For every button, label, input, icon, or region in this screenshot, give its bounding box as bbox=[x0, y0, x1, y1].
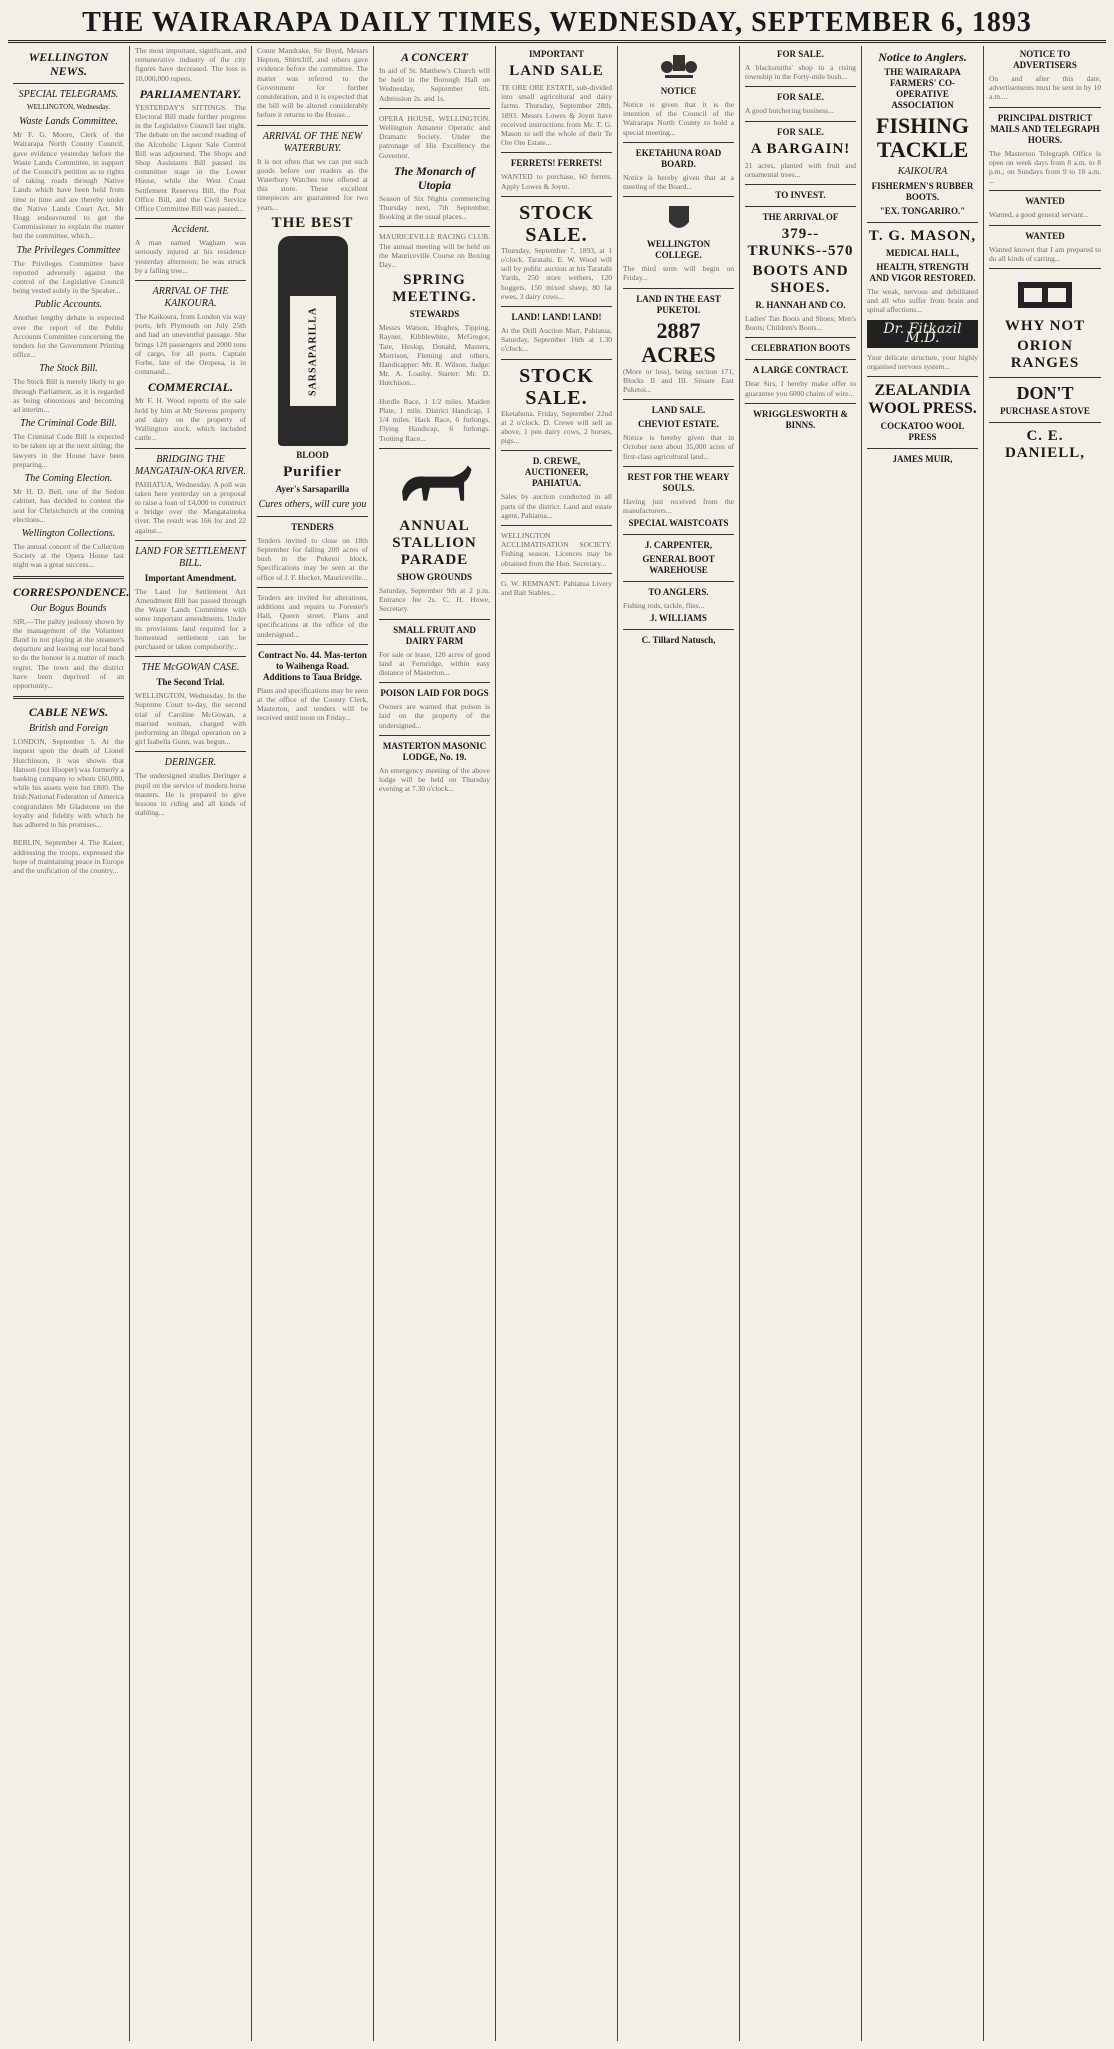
filler-text: Notice is hereby given that at a meeting of the Board... bbox=[623, 172, 734, 192]
ad-line: Cures others, will cure you bbox=[258, 498, 367, 510]
ad-title: 379--TRUNKS--570 bbox=[747, 226, 854, 260]
filler-text: The undersigned studies Deringer a pupil on the service of modern horse masters. He is prepared to give lessons in riding and all kinds of stabling... bbox=[135, 771, 246, 818]
article-heading: The Privileges Committee bbox=[16, 244, 121, 256]
filler-text: Plans and specifications may be seen at the office of the County Clerk, Masterton, and tenders will be received until noon on Friday... bbox=[257, 685, 369, 723]
ad-title: SPRING MEETING. bbox=[392, 272, 477, 306]
signature-image: Dr. Fitkazil M.D. bbox=[867, 320, 978, 348]
filler-text: The weak, nervous and debilitated and all who suffer from brain and spinal affections... bbox=[867, 287, 978, 315]
ad-line: WANTED bbox=[1025, 230, 1065, 241]
ad-title: The Monarch of Utopia bbox=[393, 163, 476, 192]
ad-line: A LARGE CONTRACT. bbox=[752, 365, 849, 376]
ad-line: WRIGGLESWORTH & BINNS. bbox=[753, 408, 848, 430]
ad-title: 2887 ACRES bbox=[641, 317, 716, 367]
ad-line: KAIKOURA bbox=[897, 166, 948, 177]
filler-text: Mr F. H. Wood reports of the sale held by him at Mr Stevens property and dairy on the property of Wallington stock, which included cattle... bbox=[135, 396, 246, 443]
ad-line: COCKATOO WOOL PRESS bbox=[880, 421, 965, 443]
ad-title: STOCK SALE. bbox=[519, 364, 594, 409]
filler-text: Another lengthy debate is expected over the report of the Public Accounts Committee concerning the tenders for the Government Printing office... bbox=[13, 313, 124, 360]
ad-line: GENERAL BOOT WAREHOUSE bbox=[642, 554, 715, 576]
column-4 bbox=[374, 46, 496, 2041]
filler-text: Thursday, September 7, 1893, at 1 o'clock. Taratahi. E. W. Wood will sell by public auction at his Taratahi Yards, 250 store wethers, 120 hoggets, 150 mixed sheep, 80 fat ewes, 3 dairy cows... bbox=[501, 245, 612, 301]
filler-text: 21 acres, planted with fruit and ornamental trees... bbox=[745, 160, 856, 179]
ad-line: JAMES MUIR, bbox=[892, 454, 953, 465]
filler-text: Count Mandrake, Sir Boyd, Messrs Hepton, Shirtcliff, and others gave evidence before the committee. The matter was referred to the Government for further consideration, and it is expected that the bill will be altered considerably before it returns to the House... bbox=[257, 46, 368, 120]
ad-line: D. CREWE, AUCTIONEER, PAHIATUA. bbox=[524, 456, 589, 489]
ad-line: FERRETS! FERRETS! bbox=[510, 158, 603, 169]
ad-line: SHOW GROUNDS bbox=[396, 571, 473, 582]
masthead: THE WAIRARAPA DAILY TIMES, WEDNESDAY, SEPTEMBER 6, 1893 bbox=[8, 6, 1106, 43]
filler-text: In aid of St. Matthew's Church will be held in the Borough Hall on Wednesday, September 6th. Admission 2s. and 1s. bbox=[379, 66, 490, 103]
filler-text: A man named Wagham was seriously injured at his residence yesterday afternoon; he was struck by a falling tree... bbox=[135, 238, 246, 275]
royal-crest-icon bbox=[657, 49, 701, 83]
filler-text: Dear Sirs, I hereby make offer to guarantee you 6000 chains of wire... bbox=[745, 379, 856, 398]
article-heading: Waste Lands Committee. bbox=[19, 116, 118, 128]
filler-text: Tenders are invited for alterations, additions and repairs to Forester's Hall, Queen street. Plans and specifications at the office of the undersigned... bbox=[257, 592, 368, 639]
filler-text: Having just received from the manufacturers... bbox=[623, 496, 734, 516]
filler-text: PAHIATUA, Wednesday. A poll was taken here yesterday on a proposal to raise a loan of £4,000 to construct a bridge over the Mangatainoka river. The result was 166 for and 22 against... bbox=[135, 479, 246, 535]
ad-line: J. CARPENTER, bbox=[644, 540, 713, 551]
article-heading: Our Bogus Bounds bbox=[30, 602, 107, 614]
ad-title: WOOL PRESS. bbox=[868, 400, 977, 418]
filler-text: (More or less), being section 171, Blocks II and III. Situate East Puketoi... bbox=[623, 366, 734, 395]
section-heading: PARLIAMENTARY. bbox=[139, 86, 242, 101]
filler-text: Owners are warned that poison is laid on the property of the undersigned... bbox=[379, 702, 490, 730]
column-6 bbox=[618, 46, 740, 2041]
ad-line: J. WILLIAMS bbox=[650, 613, 707, 624]
article-heading: British and Foreign bbox=[28, 723, 109, 735]
filler-text: The Kaikoura, from London via way ports, left Plymouth on July 25th and had an uneventful passage. She brings 128 passengers and 2000 tons of cargo, for all ports. Captain Forbe, late of the Oropesa, is in command... bbox=[135, 312, 246, 377]
filler-text: Notice is given that it is the intention of the Council of the Wairarapa North County to hold a special meeting... bbox=[623, 100, 734, 137]
filler-text: Ladies' Tan Boots and Shoes; Men's Boots; Children's Boots... bbox=[745, 314, 856, 333]
article-heading: ARRIVAL OF THE KAIKOURA. bbox=[152, 286, 229, 310]
filler-text: Saturday, September 9th at 2 p.m. Entrance fee 2s. C. H. Howe, Secretary. bbox=[379, 585, 490, 614]
ad-title: BOOTS AND SHOES. bbox=[752, 263, 849, 297]
article-heading: Accident. bbox=[171, 224, 210, 236]
ad-line: SMALL FRUIT AND DAIRY FARM bbox=[393, 624, 476, 646]
ad-title: T. G. MASON, bbox=[868, 228, 977, 244]
filler-text: A good butchering business... bbox=[745, 106, 834, 116]
ad-line: NOTICE bbox=[660, 86, 697, 96]
ad-line: Ayer's Sarsaparilla bbox=[275, 483, 350, 494]
ad-line: LAND IN THE EAST PUKETOI. bbox=[636, 293, 721, 315]
filler-text: Tenders invited to close on 18th September for falling 200 acres of bush in the Puketoi block. Specifications may be seen at the office of J. F. Hecker, Mauriceville... bbox=[257, 535, 368, 582]
filler-text: Mr H. D. Bell, one of the Sedon cabinet, has decided to contest the seat for Christchurch at the coming elections... bbox=[13, 487, 124, 524]
sarsaparilla-bottle-image bbox=[278, 236, 348, 446]
article-heading: LAND FOR SETTLEMENT BILL. bbox=[135, 545, 246, 569]
filler-text: LONDON, September 5. At the inquest upon the death of Lionel Hutchinson, it was shown that Hanson (not Hooper) was formerly a banking company to whom £60,000, while his assets were but £800. The Irish National Federation of America congratulates Mr Gladstone on the loyalty and fidelity with which he has adhered to his promises... BERLIN, September 4. The Kaiser, addressing the troops, expressed the hope of maintaining peace in Europe and the unification of the country... bbox=[13, 737, 124, 875]
filler-text: A blacksmiths' shop in a rising township in the Forty-mile bush... bbox=[745, 63, 856, 82]
filler-text: Sales by auction conducted in all parts of the district. Land and estate agent, Pahiatua... bbox=[501, 492, 612, 520]
article-subheading: Important Amendment. bbox=[144, 572, 237, 583]
column-8 bbox=[862, 46, 984, 2041]
ad-line: IMPORTANT bbox=[528, 49, 584, 59]
section-heading: CORRESPONDENCE. bbox=[13, 584, 130, 599]
filler-text: Mr F. G. Moore, Clerk of the Wairarapa North County Council, gave evidence yesterday before the Waste Lands Committee, in support of the Council's petition as to rights of taking roads through Native Lands which have been held from time to time and are thereby under the Native Lands Court Act. Mr Hogg endeavoured to get the Commissioner to explain the matter but the committee, which... bbox=[13, 130, 124, 241]
horse-illustration bbox=[379, 454, 490, 514]
article-heading: BRIDGING THE MANGATAIN-OKA RIVER. bbox=[135, 453, 246, 477]
ad-line: PURCHASE A STOVE bbox=[1000, 406, 1090, 417]
ad-line: PRINCIPAL DISTRICT MAILS AND TELEGRAPH HOURS. bbox=[990, 112, 1100, 145]
article-heading: DERINGER. bbox=[164, 757, 217, 769]
filler-text: Your delicate structure, your highly organised nervous system... bbox=[867, 353, 978, 372]
filler-text: An emergency meeting of the above lodge will be held on Thursday evening at 7.30 o'clock... bbox=[379, 765, 490, 794]
filler-text: WELLINGTON ACCLIMATISATION SOCIETY. Fishing season. Licences may be obtained from the Hon. Secretary... bbox=[501, 531, 612, 568]
dateline: WELLINGTON, Wednesday. bbox=[27, 103, 110, 111]
ad-title: STOCK SALE. bbox=[519, 201, 594, 246]
filler-text: SIR,—The paltry jealousy shown by the management of the Volunteer Band in not playing at the steamer's departure and leaving our local band to do the honour is a matter of much regret. The town and the district have been deprived of an opportunity... bbox=[13, 616, 124, 690]
article-subheading: The Second Trial. bbox=[156, 677, 225, 688]
article-heading: THE McGOWAN CASE. bbox=[141, 662, 240, 674]
ad-line: HEALTH, STRENGTH AND VIGOR RESTORED. bbox=[869, 262, 976, 283]
column-1 bbox=[8, 46, 130, 2041]
ad-line: REST FOR THE WEARY SOULS. bbox=[627, 471, 730, 493]
filler-text: Wanted known that I am prepared to do all kinds of carting... bbox=[989, 244, 1101, 263]
ad-title: C. E. DANIELL, bbox=[1004, 428, 1086, 462]
filler-text: Messrs Watson, Hughes, Tipping, Rayner, Kibblewhite, McGregor, Tate, Heslop, Donald, Masters, Morrison, Fleming and others. Handicapper: Mr. R. Wilson. Judge: Mr. A. Loasby. Starter: Mr. D. Hutchison... Hurdle Race, 1 1/2 miles. Maiden Plate, 1 mile. District Handicap, 1 1/4 miles. Hack Race, 6 furlongs. Flying Handicap, 6 furlongs. Trotting Race... bbox=[379, 323, 490, 443]
ad-line: CELEBRATION BOOTS bbox=[750, 343, 851, 354]
filler-text: YESTERDAY'S SITTINGS. The Electoral Bill made further progress in the Legislative Council last night. The debate on the second reading of the Alcoholic Liquor Sale Control Bill was adjourned. The Shops and Shop Assistants Bill passed its committee stage in the Lower House, while the West Coast Settlement Reserves Bill, the Post Office Bill, and the Civil Service Office Committee Bill was passed... bbox=[135, 102, 246, 214]
column-2 bbox=[130, 46, 252, 2041]
ad-line: THE WAIRARAPA FARMERS' CO-OPERATIVE ASSOCIATION bbox=[884, 67, 961, 110]
ad-line: "EX. TONGARIRO." bbox=[879, 206, 966, 216]
ad-line: FOR SALE. bbox=[776, 49, 824, 59]
filler-text: The Land for Settlement Act Amendment Bill has passed through the Waste Lands Committee with some important amendments. Under its provisions land required for a homestead settlement can be purchased or taken compulsorily... bbox=[135, 586, 246, 651]
section-heading: COMMERCIAL. bbox=[147, 380, 234, 395]
ad-line: Contract No. 44. Mas-terton to Waihenga Road. Additions to Taua Bridge. bbox=[258, 649, 367, 682]
stove-illustration bbox=[1010, 274, 1080, 314]
section-heading: WELLINGTON NEWS. bbox=[28, 50, 109, 78]
ad-title: FISHING bbox=[876, 113, 969, 138]
ad-title: LAND SALE bbox=[509, 63, 604, 79]
newspaper-page bbox=[8, 46, 1106, 2041]
filler-text: The most important, significant, and remunerative industry of the city figures have decreased. The loss is 10,000,000 rupees. bbox=[135, 46, 246, 83]
ad-title: A CONCERT bbox=[400, 50, 469, 64]
filler-text: TE ORE ORE ESTATE, sub-divided into small agricultural and dairy farms. Thursday, September 28th, 1893. Messrs Lowes & Joynt have received instructions from Mr. T. G. Mason to sell the whole of their Te Ore Ore Estate... bbox=[501, 83, 612, 148]
article-heading: The Criminal Code Bill. bbox=[20, 418, 117, 430]
filler-text: For sale or lease, 120 acres of good land at Fernridge, within easy distance of Masterton... bbox=[379, 649, 490, 677]
column-5 bbox=[496, 46, 618, 2041]
filler-text: Fishing rods, tackle, flies... bbox=[623, 601, 705, 611]
ad-title: DON'T bbox=[1016, 383, 1074, 404]
article-heading: ARRIVAL OF THE NEW WATERBURY. bbox=[262, 130, 363, 154]
filler-text: It is not often that we can put such goods before our readers as the Waterbury Watches now offered at this store. These excellent timepieces are guaranteed for two years... bbox=[257, 156, 368, 212]
filler-text: G. W. REMNANT. Pahiatua Livery and Bait Stables... bbox=[501, 578, 612, 598]
ad-line: MASTERTON MASONIC LODGE, No. 19. bbox=[382, 740, 487, 762]
section-heading: CABLE NEWS. bbox=[28, 705, 109, 720]
column-7 bbox=[740, 46, 862, 2041]
ad-line: LAND! LAND! LAND! bbox=[511, 312, 602, 323]
ad-line: THE ARRIVAL OF bbox=[762, 212, 839, 223]
filler-text: Eketahuna. Friday, September 22nd at 2 o'clock. D. Crewe will sell as above, 1 pen dairy cows, 2 horses, pigs... bbox=[501, 408, 612, 446]
ad-line: BLOOD bbox=[296, 449, 329, 460]
filler-text: The Stock Bill is merely likely to go through Parliament, as it is regarded as being obnoxious and becoming ad interim... bbox=[13, 377, 124, 415]
ad-title: Purifier bbox=[283, 463, 342, 480]
college-crest-icon bbox=[657, 202, 701, 236]
ad-line: FOR SALE. bbox=[776, 126, 824, 137]
ad-line: CHEVIOT ESTATE. bbox=[637, 419, 720, 430]
filler-text: OPERA HOUSE, WELLINGTON. Wellington Amateur Operatic and Dramatic Society. Under the patronage of His Excellency the Governor. bbox=[379, 113, 490, 160]
ad-line: POISON LAID FOR DOGS bbox=[380, 688, 489, 699]
bottle-label: SARSAPARILLA bbox=[290, 296, 336, 406]
ad-line: STEWARDS bbox=[409, 309, 460, 320]
ad-line: EKETAHUNA ROAD BOARD. bbox=[635, 147, 722, 169]
ad-line: MEDICAL HALL, bbox=[885, 248, 959, 258]
article-heading: Wellington Collections. bbox=[21, 527, 116, 539]
filler-text: Notice is hereby given that in October next about 35,000 acres of first-class agricultural land... bbox=[623, 433, 734, 461]
ad-title: ZEALANDIA bbox=[874, 382, 971, 400]
filler-text: The third term will begin on Friday... bbox=[623, 264, 734, 283]
filler-text: WANTED to purchase, 60 ferrets. Apply Lowes & Joynt. bbox=[501, 172, 612, 191]
ad-line: R. HANNAH AND CO. bbox=[755, 300, 846, 311]
filler-text: On and after this date, advertisements must be sent in by 10 a.m.... bbox=[989, 74, 1101, 102]
ad-title: TACKLE bbox=[876, 137, 969, 162]
filler-text: At the Drill Auction Mart, Pahiatua, Saturday, September 16th at 1.30 o'clock... bbox=[501, 326, 612, 354]
filler-text: MAURICEVILLE RACING CLUB. The annual meeting will be held on the Mauriceville Course on Boxing Day... bbox=[379, 232, 490, 270]
ad-line: WELLINGTON COLLEGE. bbox=[646, 239, 711, 261]
column-3 bbox=[252, 46, 374, 2041]
ad-title: ANNUAL STALLION PARADE bbox=[392, 517, 477, 568]
ad-line: TO ANGLERS. bbox=[648, 587, 709, 598]
column-9 bbox=[984, 46, 1106, 2041]
ad-line: NOTICE TO ADVERTISERS bbox=[1013, 49, 1077, 70]
ad-line: TO INVEST. bbox=[775, 190, 826, 201]
filler-text: Wanted, a good general servant... bbox=[989, 210, 1089, 220]
article-heading: The Stock Bill. bbox=[39, 363, 98, 375]
article-heading: Public Accounts. bbox=[34, 299, 103, 311]
filler-text: The annual concert of the Collection Society at the Opera House last night was a great success... bbox=[13, 541, 124, 570]
ad-line: C. Tillard Natusch, bbox=[641, 635, 716, 646]
filler-text: The Masterton Telegraph Office is open on week days from 8 a.m. to 8 p.m.; on Sundays from 9 to 10 a.m. ... bbox=[989, 148, 1101, 186]
ad-line: FISHERMEN'S RUBBER BOOTS. bbox=[871, 181, 974, 202]
ad-title: ORION RANGES bbox=[1010, 338, 1080, 372]
ad-line: SPECIAL WAISTCOATS bbox=[628, 518, 729, 529]
ad-title: A BARGAIN! bbox=[750, 140, 851, 157]
filler-text: WELLINGTON, Wednesday. In the Supreme Court to-day, the second trial of Caroline McGowan, a married woman, charged with performing an illegal operation on a girl Isabella Gunn, was begun... bbox=[135, 691, 246, 747]
ad-line: TENDERS bbox=[291, 521, 334, 532]
ad-title: Notice to Anglers. bbox=[878, 50, 967, 64]
filler-text: The Privileges Committee have reported adversely against the control of the Legislative Council being vested solely in the Speaker... bbox=[13, 258, 124, 296]
filler-text: Season of Six Nights commencing Thursday next, 7th September. Booking at the usual places... bbox=[379, 193, 490, 222]
ad-line: FOR SALE. bbox=[776, 92, 824, 103]
section-subheading: SPECIAL TELEGRAMS. bbox=[18, 89, 119, 100]
ad-line: WANTED bbox=[1025, 196, 1065, 207]
article-heading: The Coming Election. bbox=[24, 473, 113, 485]
ad-title: WHY NOT bbox=[1004, 318, 1086, 335]
ad-title: THE BEST bbox=[271, 214, 354, 231]
ad-line: LAND SALE. bbox=[651, 405, 706, 416]
filler-text: The Criminal Code Bill is expected to be taken up at the next sitting; the lawyers in the House have been preparing... bbox=[13, 432, 124, 469]
